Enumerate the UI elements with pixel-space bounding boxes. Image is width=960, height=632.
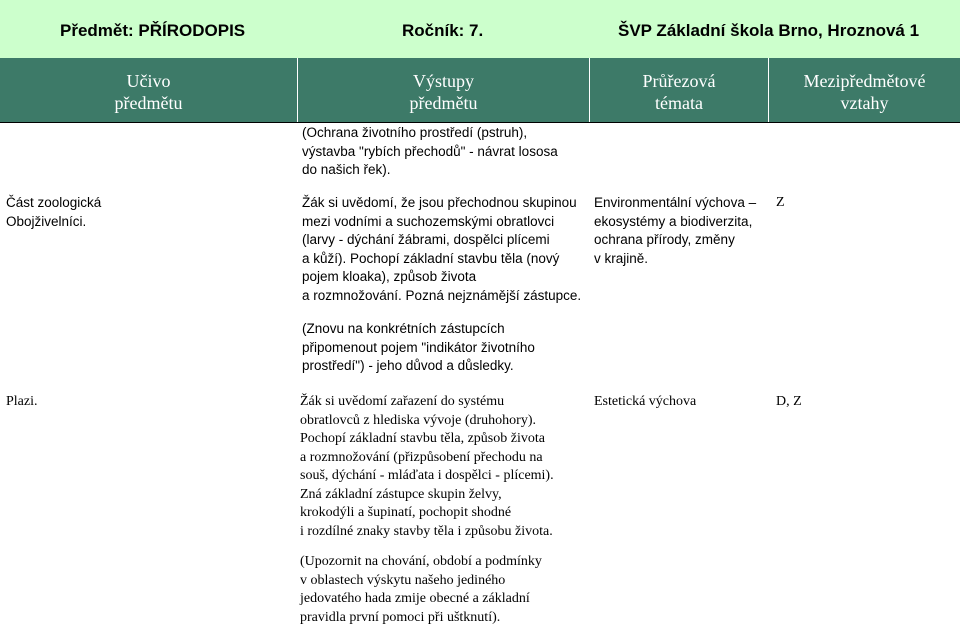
reptiles-relations: D, Z <box>776 394 802 409</box>
column-header-line: předmětu <box>114 93 183 113</box>
reptiles-note: (Upozornit na chování, období a podmínky v oblastech výskytu našeho jediného jedovatého hada zmije obecné a základní pravidla první pomoci při uštknutí). <box>300 554 542 625</box>
column-header-line: předmětu <box>409 93 478 113</box>
grade-label: Ročník: 7. <box>402 21 484 40</box>
column-divider <box>589 58 590 122</box>
reptiles-topic: Plazi. <box>6 394 38 409</box>
column-divider <box>297 58 298 122</box>
reptiles-themes: Estetická výchova <box>594 394 697 409</box>
column-header-themes <box>590 58 768 122</box>
document-header <box>0 0 960 59</box>
table-divider <box>0 122 960 123</box>
amphibians-themes: Environmentální výchova – ekosystémy a biodiverzita, ochrana přírody, změny v krajině. <box>594 195 757 266</box>
column-header-line: Učivo <box>126 71 171 91</box>
column-header-line: témata <box>655 93 703 113</box>
amphibians-relations: Z <box>776 195 785 210</box>
amphibians-outcomes: Žák si uvědomí, že jsou přechodnou skupinou mezi vodními a suchozemskými obratlovci (larvy - dýchání žábrami, dospělci plícemi a kůží). Pochopí základní stavbu těla (nový pojem kloaka), způsob života a rozmnožování. Pozná nejznámější zástupce. <box>302 195 582 303</box>
intro-note: (Ochrana životního prostředí (pstruh), výstavba "rybích přechodů" - návrat lososa do našich řek). <box>302 125 558 177</box>
column-header-outcomes <box>298 58 589 122</box>
subject-title: Předmět: PŘÍRODOPIS <box>60 21 246 40</box>
amphibians-topic: Část zoologická Obojživelníci. <box>6 195 102 229</box>
column-header-line: Průřezová <box>642 71 716 91</box>
school-label: ŠVP Základní škola Brno, Hroznová 1 <box>618 21 920 40</box>
column-header-line: Výstupy <box>412 71 474 91</box>
column-header-topic <box>0 58 297 122</box>
reptiles-outcomes: Žák si uvědomí zařazení do systému obratlovců z hlediska vývoje (druhohory). Pochopí základní stavbu těla, způsob života a rozmnožování (přizpůsobení přechodu na souš, dýchání - mláďata i dospělci - plícemi). Zná základní zástupce skupin želvy, krokodýli a šupinatí, pochopit shodné i rozdílné znaky stavby těla i způsobu života. <box>300 394 554 539</box>
column-header-relations <box>769 58 960 122</box>
amphibians-note: (Znovu na konkrétních zástupcích připomenout pojem "indikátor životního prostředí") - jeho důvod a důsledky. <box>302 321 535 373</box>
column-header-line: vztahy <box>840 93 889 113</box>
column-divider <box>768 58 769 122</box>
column-header-line: Mezipředmětové <box>803 71 926 91</box>
